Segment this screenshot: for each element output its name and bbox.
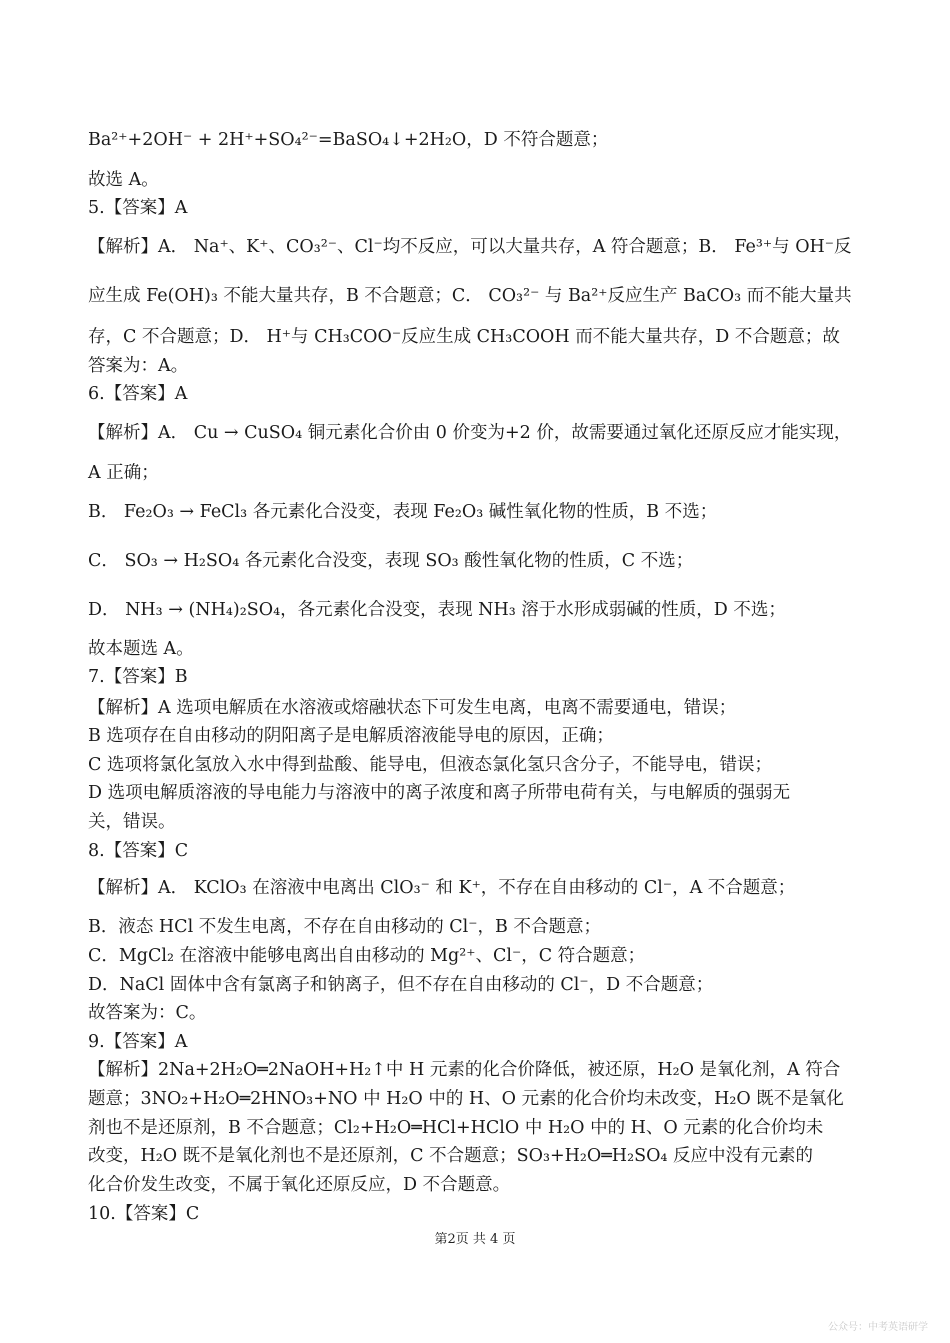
text-line: 化合价发生改变，不属于氧化还原反应，D 不合题意。 [88, 1175, 511, 1195]
answer-heading-7: 7.【答案】B [88, 667, 188, 687]
text-line: D． NH₃ → (NH₄)₂SO₄，各元素化合没变，表现 NH₃ 溶于水形成弱碱的性质，D 不选； [88, 600, 786, 620]
text-line: C 选项将氯化氢放入水中得到盐酸、能导电，但液态氯化氢只含分子，不能导电，错误； [88, 755, 772, 775]
text-line: 改变，H₂O 既不是氧化剂也不是还原剂，C 不合题意；SO₃+H₂O═H₂SO₄ 反应中没有元素的 [88, 1146, 814, 1166]
answer-heading-5: 5.【答案】A [88, 198, 188, 218]
text-line: 关，错误。 [88, 812, 176, 832]
text-line: C．MgCl₂ 在溶液中能够电离出自由移动的 Mg²⁺、Cl⁻，C 符合题意； [88, 946, 646, 966]
answer-heading-10: 10.【答案】C [88, 1204, 200, 1224]
text-line: D 选项电解质溶液的导电能力与溶液中的离子浓度和离子所带电荷有关，与电解质的强弱无 [88, 783, 791, 803]
text-line: 应生成 Fe(OH)₃ 不能大量共存，B 不合题意；C． CO₃²⁻ 与 Ba²⁺反应生产 BaCO₃ 而不能大量共 [88, 286, 852, 306]
text-line: B．液态 HCl 不发生电离，不存在自由移动的 Cl⁻，B 不合题意； [88, 917, 601, 937]
text-line: A 正确； [88, 463, 159, 483]
text-line: B 选项存在自由移动的阴阳离子是电解质溶液能导电的原因，正确； [88, 726, 614, 746]
answer-heading-9: 9.【答案】A [88, 1032, 188, 1052]
text-line: 答案为：A。 [88, 356, 189, 376]
text-line: 题意；3NO₂+H₂O═2HNO₃+NO 中 H₂O 中的 H、O 元素的化合价均未改变，H₂O 既不是氧化 [88, 1089, 844, 1109]
text-line: 故本题选 A。 [88, 639, 194, 659]
page-number: 第2页 共 4 页 [434, 1232, 516, 1247]
text-line: 【解析】2Na+2H₂O═2NaOH+H₂↑中 H 元素的化合价降低，被还原，H₂O 是氧化剂，A 符合 [88, 1060, 841, 1080]
watermark-text: 公众号：中考英语研学 [828, 1322, 928, 1333]
text-line: Ba²⁺+2OH⁻ + 2H⁺+SO₄²⁻=BaSO₄↓+2H₂O，D 不符合题意； [88, 130, 609, 150]
text-line: D．NaCl 固体中含有氯离子和钠离子，但不存在自由移动的 Cl⁻，D 不合题意； [88, 975, 714, 995]
text-line: 【解析】A． KClO₃ 在溶液中电离出 ClO₃⁻ 和 K⁺，不存在自由移动的 Cl⁻，A 不合题意； [88, 878, 796, 898]
text-line: 故答案为：C。 [88, 1003, 207, 1023]
text-line: C． SO₃ → H₂SO₄ 各元素化合没变，表现 SO₃ 酸性氧化物的性质，C 不选； [88, 551, 694, 571]
text-line: 【解析】A 选项电解质在水溶液或熔融状态下可发生电离，电离不需要通电，错误； [88, 698, 737, 718]
text-line: B． Fe₂O₃ → FeCl₃ 各元素化合没变，表现 Fe₂O₃ 碱性氧化物的性质，B 不选； [88, 502, 718, 522]
text-line: 故选 A。 [88, 170, 159, 190]
text-line: 存，C 不合题意；D． H⁺与 CH₃COO⁻反应生成 CH₃COOH 而不能大量共存，D 不合题意；故 [88, 327, 840, 347]
answer-heading-8: 8.【答案】C [88, 841, 189, 861]
answer-heading-6: 6.【答案】A [88, 384, 188, 404]
text-line: 【解析】A． Cu → CuSO₄ 铜元素化合价由 0 价变为+2 价，故需要通过氧化还原反应才能实现， [88, 423, 852, 443]
text-line: 剂也不是还原剂，B 不合题意；Cl₂+H₂O═HCl+HClO 中 H₂O 中的 H、O 元素的化合价均未 [88, 1118, 824, 1138]
text-line: 【解析】A． Na⁺、K⁺、CO₃²⁻、Cl⁻均不反应，可以大量共存，A 符合题意；B． Fe³⁺与 OH⁻反 [88, 237, 852, 257]
